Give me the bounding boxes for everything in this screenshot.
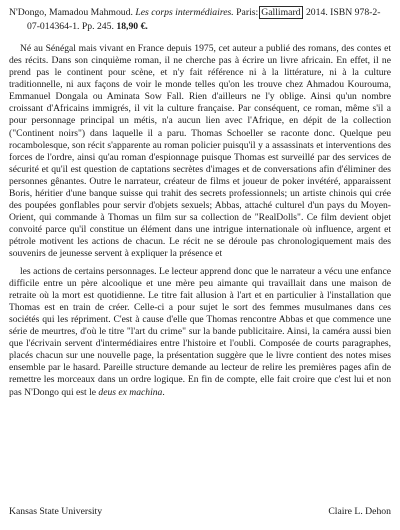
book-price: 18,90 €. xyxy=(116,20,148,32)
author-name: N'Dongo, Mamadou Mahmoud. xyxy=(9,7,133,18)
book-title: Les corps intermédiaires. xyxy=(135,7,234,18)
isbn-pages: ISBN 978-2-07-014364-1. Pp. 245. xyxy=(27,7,381,32)
book-citation xyxy=(9,6,391,33)
review-paragraph-1: Né au Sénégal mais vivant en France depuis 1975, cet auteur a publié des romans, des contes et des récits. Dans son cinquième roman, il ne cherche pas à écrire un livre africain. En effet, il ne prend pas le continent pour scène, et n'y fait référence ni à la littérature, ni à la culture traditionnelle, ni aux façons de voir le monde telles qu'on les trouve chez Ahmadou Kourouma, Emmanuel Dongala ou Aminata Sow Fall. Rien d'ailleurs ne l'y oblige. Ainsi qu'un nombre croissant d'Africains immigrés, il vit la culture française. Par conséquent, ce roman, même s'il a pour personnage principal un métis, n'a aucun lien avec l'Afrique, en dépit de la collection ("Continent noirs") dans laquelle il a paru. Thomas Schoeller se raconte donc. Quelque peu rocambolesque, son récit s'apparente au roman policier puisqu'il y a assassinats et interventions des forces de l'ordre, ainsi qu'au roman d'espionnage puisque Thomas est surveillé par des services de sécurité et qu'il est question de captations secrètes d'images et de conversations afin d'éliminer des personnes gênantes. Outre le narrateur, créateur de films et joueur de poker invétéré, apparaissent Boris, héritier d'une banque suisse qui trahit des secrets professionnels; un artiste chinois qui crée des poupées gonflables pour servir d'objets sexuels; Abbas, attaché culturel d'un pays du Moyen-Orient, qui commande à Thomas un film sur sa collection de "RealDolls". Ce film devient objet convoité parce qu'il constitue un élément dans une intrigue internationale où influence, argent et pétrole motivent les actions de chacun. Le récit ne se déroule pas chronologiquement mais des souvenirs de jeunesse servent à expliquer la présence et xyxy=(9,43,391,259)
publication-place: Paris: xyxy=(236,7,259,18)
review-paragraph-2: les actions de certains personnages. Le lecteur apprend donc que le narrateur a vécu une enfance difficile entre un père alcoolique et une mère peu aimante qui travaillait dans une maison de retraite où la mort est quotidienne. Le titre fait allusion à l'art et en particulier à l'installation que Thomas est en train de créer. Celle-ci a pour sujet le sort des femmes musulmanes dans ces sociétés qui les répriment. C'est à cause d'elle que Thomas rencontre Abbas et que commence une série de meurtres, d'où le titre "l'art du crime" sur la bande publicitaire. Ainsi, la caméra aussi bien que l'écrivain servent d'intermédiaires entre l'histoire et l'oubli. Composée de courts paragraphes, placés chacun sur une nouvelle page, la présentation suggère que le livre contient des notes mises ensemble par le hasard. Pareille structure demande au lecteur de relire les premières pages afin de remettre les morceaux dans un ordre logique. En fin de compte, elle fait croire que c'est lui et non pas N'Dongo qui est le deus ex machina. xyxy=(9,266,391,398)
latin-phrase: deus ex machina xyxy=(98,386,163,398)
reviewer-name: Claire L. Dehon xyxy=(328,506,391,517)
publication-year: 2014. xyxy=(305,7,328,18)
review-byline xyxy=(9,506,391,517)
publisher-name: Gallimard xyxy=(261,7,301,18)
review-body xyxy=(9,43,391,398)
reviewer-institution: Kansas State University xyxy=(9,506,103,517)
